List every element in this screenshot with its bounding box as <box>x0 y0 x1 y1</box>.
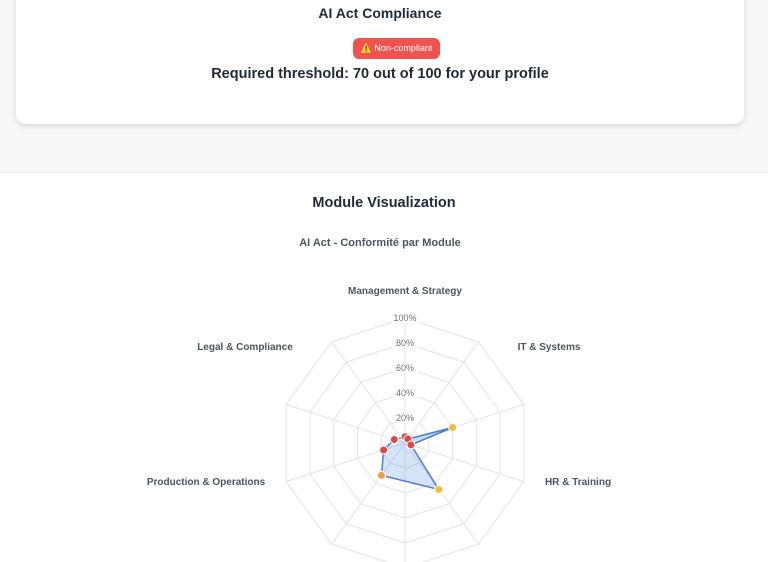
axis-label: Production & Operations <box>146 477 266 488</box>
data-point <box>390 436 398 444</box>
tick-label: 80% <box>395 338 415 348</box>
axis-label: Legal & Compliance <box>197 342 293 353</box>
status-badge <box>353 38 440 59</box>
module-visualization-section <box>0 172 768 562</box>
status-badge-label: Non-compliant <box>374 43 433 53</box>
axis-label: IT & Systems <box>517 342 581 353</box>
tick-label: 60% <box>395 363 415 373</box>
data-point <box>378 471 386 479</box>
tick-label: 100% <box>393 313 417 323</box>
data-point <box>435 486 443 494</box>
data-point <box>449 424 457 432</box>
axis-label: Management & Strategy <box>348 286 462 297</box>
grid-spoke <box>286 404 405 443</box>
tick-label: 20% <box>395 413 415 423</box>
tick-label: 40% <box>395 388 415 398</box>
chart-title: AI Act - Conformité par Module <box>299 237 461 249</box>
compliance-card <box>16 0 744 124</box>
data-point <box>380 446 388 454</box>
threshold-text: Required threshold: 70 out of 100 for your profile <box>211 66 549 82</box>
warning-icon: ⚠️ <box>360 43 372 53</box>
axis-label: HR & Training <box>544 477 612 488</box>
card-title: AI Act Compliance <box>318 5 442 21</box>
radar-chart <box>0 173 768 562</box>
data-point <box>407 441 415 449</box>
section-title: Module Visualization <box>312 195 456 211</box>
